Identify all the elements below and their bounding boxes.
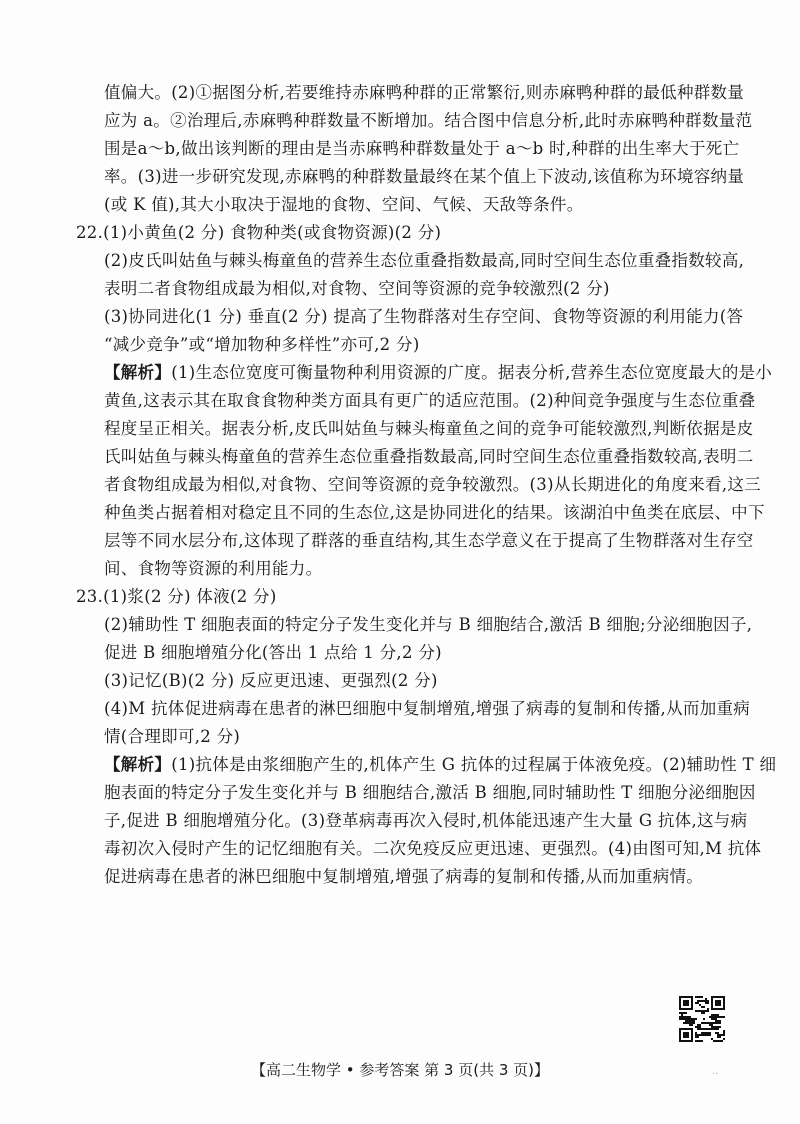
analysis-label: 【解析】	[104, 755, 172, 774]
text-line: 率。(3)进一步研究发现,赤麻鸭的种群数量最终在某个值上下波动,该值称为环境容纳量	[104, 167, 745, 186]
analysis-label: 【解析】	[104, 363, 172, 382]
text-line: 氏叫姑鱼与棘头梅童鱼的营养生态位重叠指数最高,同时空间生态位重叠指数较高,表明二	[104, 447, 754, 466]
text-line: 23.(1)浆(2 分) 体液(2 分)	[76, 587, 277, 606]
text-line: 程度呈正相关。据表分析,皮氏叫姑鱼与棘头梅童鱼之间的竞争可能较激烈,判断依据是皮	[104, 419, 754, 438]
text-line: (2)辅助性 T 细胞表面的特定分子发生变化并与 B 细胞结合,激活 B 细胞;分泌细胞因子,	[104, 615, 753, 634]
text-line: 层等不同水层分布,这体现了群落的垂直结构,其生态学意义在于提高了生物群落对生存空	[104, 531, 754, 550]
text-line: “减少竞争”或“增加物种多样性”亦可,2 分)	[104, 335, 420, 354]
text-line: 应为 a。②治理后,赤麻鸭种群数量不断增加。结合图中信息分析,此时赤麻鸭种群数量范	[104, 111, 753, 130]
page-footer: 【高二生物学 • 参考答案 第 3 页(共 3 页)】	[250, 1061, 550, 1079]
text-line: (2)皮氏叫姑鱼与棘头梅童鱼的营养生态位重叠指数最高,同时空间生态位重叠指数较高,	[104, 251, 745, 270]
text-line: 22.(1)小黄鱼(2 分) 食物种类(或食物资源)(2 分)	[76, 223, 442, 242]
text-line: 间、食物等资源的利用能力。	[104, 559, 323, 578]
text-line: 值偏大。(2)①据图分析,若要维持赤麻鸭种群的正常繁衍,则赤麻鸭种群的最低种群数量	[104, 83, 745, 102]
text-line: 【解析】(1)生态位宽度可衡量物种利用资源的广度。据表分析,营养生态位宽度最大的是小	[104, 363, 773, 382]
text-line: 表明二者食物组成最为相似,对食物、空间等资源的竞争较激烈(2 分)	[104, 279, 610, 298]
text-line: (3)记忆(B)(2 分) 反应更迅速、更强烈(2 分)	[104, 671, 438, 690]
text-line: (或 K 值),其大小取决于湿地的食物、空间、气候、天敌等条件。	[104, 195, 584, 214]
text-line: 种鱼类占据着相对稳定且不同的生态位,这是协同进化的结果。该湖泊中鱼类在底层、中下	[104, 503, 765, 522]
text-line: 毒初次入侵时产生的记忆细胞有关。二次免疫反应更迅速、更强烈。(4)由图可知,M 抗体	[104, 839, 762, 858]
text-line: (3)协同进化(1 分) 垂直(2 分) 提高了生物群落对生存空间、食物等资源的利用能力(答	[104, 307, 744, 326]
text-line: 促进病毒在患者的淋巴细胞中复制增殖,增强了病毒的复制和传播,从而加重病情。	[104, 867, 704, 886]
text-line: 胞表面的特定分子发生变化并与 B 细胞结合,激活 B 细胞,同时辅助性 T 细胞分泌细胞因	[104, 783, 756, 802]
corner-mark: ..	[712, 1066, 719, 1077]
text-line: 促进 B 细胞增殖分化(答出 1 点给 1 分,2 分)	[104, 643, 442, 662]
text-line: 【解析】(1)抗体是由浆细胞产生的,机体产生 G 抗体的过程属于体液免疫。(2)辅助性 T 细	[104, 755, 777, 774]
text-line: 围是a～b,做出该判断的理由是当赤麻鸭种群数量处于 a～b 时,种群的出生率大于死亡	[104, 139, 740, 158]
text-line: 子,促进 B 细胞增殖分化。(3)登革病毒再次入侵时,机体能迅速产生大量 G 抗体,这与病	[104, 811, 748, 830]
qr-code-icon	[679, 996, 725, 1042]
text-line: (4)M 抗体促进病毒在患者的淋巴细胞中复制增殖,增强了病毒的复制和传播,从而加重病	[104, 699, 751, 718]
text-line: 情(合理即可,2 分)	[104, 727, 241, 746]
text-line: 黄鱼,这表示其在取食食物种类方面具有更广的适应范围。(2)种间竞争强度与生态位重叠	[104, 391, 756, 410]
text-line: 者食物组成最为相似,对食物、空间等资源的竞争较激烈。(3)从长期进化的角度来看,这三	[104, 475, 761, 494]
